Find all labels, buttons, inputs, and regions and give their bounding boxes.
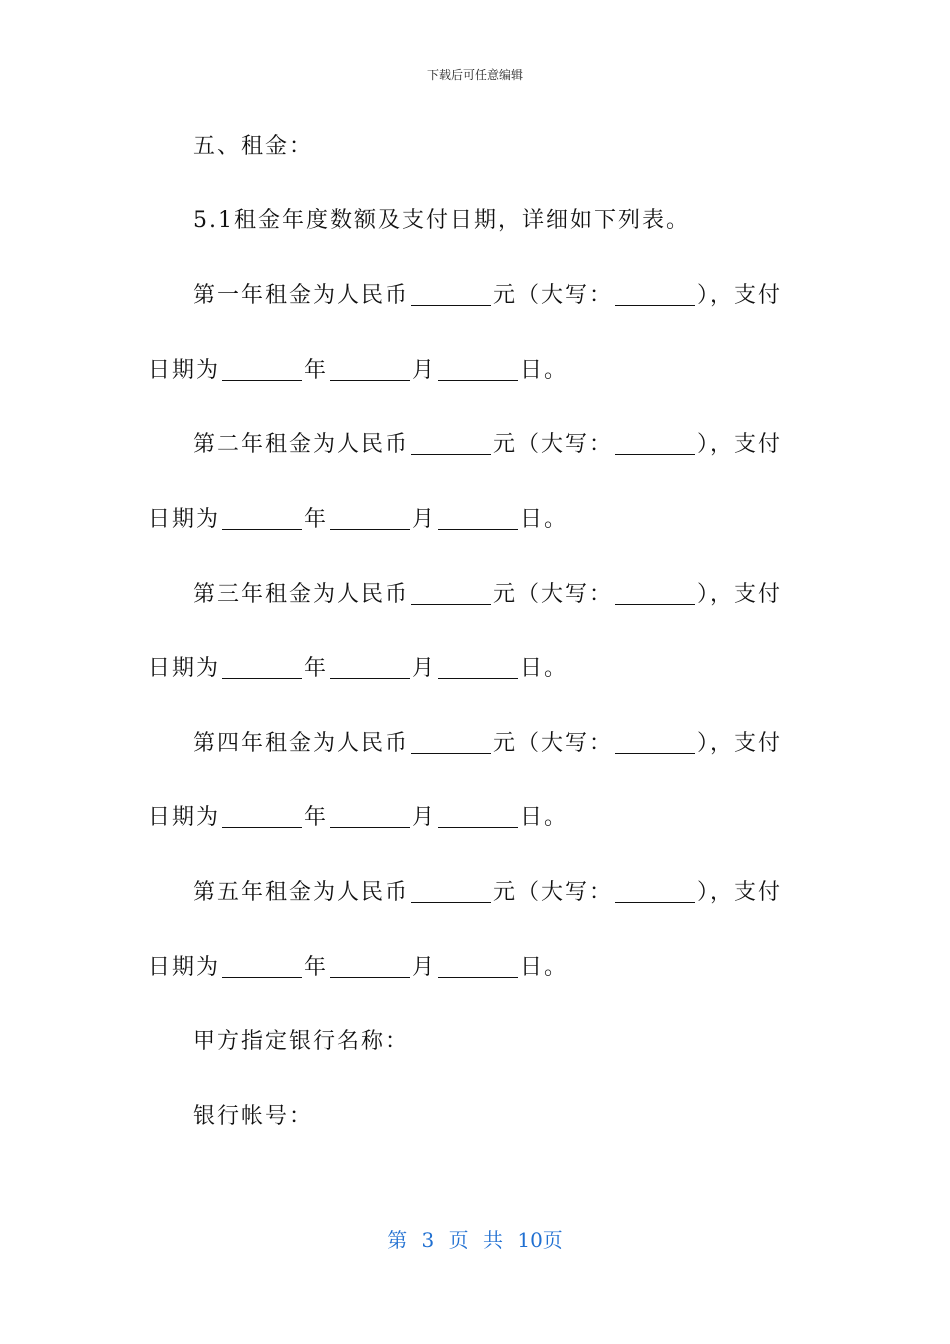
yuan-text: 元（大写： xyxy=(493,432,614,457)
rent-year-label: 第二年租金为人民币 xyxy=(193,432,410,457)
capital-amount-blank xyxy=(615,283,695,306)
day-blank xyxy=(438,955,518,978)
year-text: 年 xyxy=(304,656,329,681)
capital-amount-blank xyxy=(615,432,695,455)
yuan-text: 元（大写： xyxy=(493,283,614,308)
amount-blank xyxy=(411,731,491,754)
day-text: 日。 xyxy=(520,955,569,980)
capital-amount-blank xyxy=(615,731,695,754)
close-text: ），支付 xyxy=(697,283,783,308)
month-text: 月 xyxy=(412,656,437,681)
year-blank xyxy=(222,805,302,828)
year-text: 年 xyxy=(304,805,329,830)
year-blank xyxy=(222,358,302,381)
month-text: 月 xyxy=(412,507,437,532)
month-blank xyxy=(330,805,410,828)
yuan-text: 元（大写： xyxy=(493,880,614,905)
amount-blank xyxy=(411,432,491,455)
year-blank xyxy=(222,955,302,978)
date-prefix: 日期为 xyxy=(148,358,221,383)
rent-year-4-line xyxy=(193,729,782,759)
month-text: 月 xyxy=(412,955,437,980)
year-text: 年 xyxy=(304,955,329,980)
rent-year-label: 第三年租金为人民币 xyxy=(193,582,410,607)
close-text: ），支付 xyxy=(697,880,783,905)
section-intro: 5.1租金年度数额及支付日期，详细如下列表。 xyxy=(193,208,690,233)
bank-name-label: 甲方指定银行名称： xyxy=(193,1029,410,1054)
rent-year-label: 第五年租金为人民币 xyxy=(193,880,410,905)
amount-blank xyxy=(411,880,491,903)
month-blank xyxy=(330,955,410,978)
payment-date-line-2 xyxy=(148,505,568,535)
payment-date-line-5 xyxy=(148,953,568,983)
day-blank xyxy=(438,805,518,828)
year-text: 年 xyxy=(304,507,329,532)
date-prefix: 日期为 xyxy=(148,955,221,980)
amount-blank xyxy=(411,283,491,306)
month-blank xyxy=(330,507,410,530)
day-text: 日。 xyxy=(520,507,569,532)
yuan-text: 元（大写： xyxy=(493,731,614,756)
capital-amount-blank xyxy=(615,582,695,605)
rent-year-1-line xyxy=(193,281,782,311)
rent-year-3-line xyxy=(193,580,782,610)
bank-account-label: 银行帐号： xyxy=(193,1104,314,1129)
page-header: 下载后可任意编辑 xyxy=(426,68,523,82)
close-text: ），支付 xyxy=(697,582,783,607)
capital-amount-blank xyxy=(615,880,695,903)
year-text: 年 xyxy=(304,358,329,383)
date-prefix: 日期为 xyxy=(148,507,221,532)
close-text: ），支付 xyxy=(697,432,783,457)
payment-date-line-4 xyxy=(148,803,568,833)
day-blank xyxy=(438,507,518,530)
month-text: 月 xyxy=(412,358,437,383)
day-text: 日。 xyxy=(520,358,569,383)
rent-year-label: 第一年租金为人民币 xyxy=(193,283,410,308)
day-blank xyxy=(438,656,518,679)
rent-year-5-line xyxy=(193,878,782,908)
yuan-text: 元（大写： xyxy=(493,582,614,607)
day-blank xyxy=(438,358,518,381)
rent-year-label: 第四年租金为人民币 xyxy=(193,731,410,756)
close-text: ），支付 xyxy=(697,731,783,756)
year-blank xyxy=(222,656,302,679)
page-footer: 第 3 页 共 10页 xyxy=(387,1228,563,1252)
rent-year-2-line xyxy=(193,430,782,460)
month-blank xyxy=(330,358,410,381)
month-blank xyxy=(330,656,410,679)
section-title: 五、租金： xyxy=(193,134,314,159)
month-text: 月 xyxy=(412,805,437,830)
payment-date-line-1 xyxy=(148,356,568,386)
amount-blank xyxy=(411,582,491,605)
year-blank xyxy=(222,507,302,530)
date-prefix: 日期为 xyxy=(148,656,221,681)
day-text: 日。 xyxy=(520,805,569,830)
payment-date-line-3 xyxy=(148,654,568,684)
day-text: 日。 xyxy=(520,656,569,681)
date-prefix: 日期为 xyxy=(148,805,221,830)
